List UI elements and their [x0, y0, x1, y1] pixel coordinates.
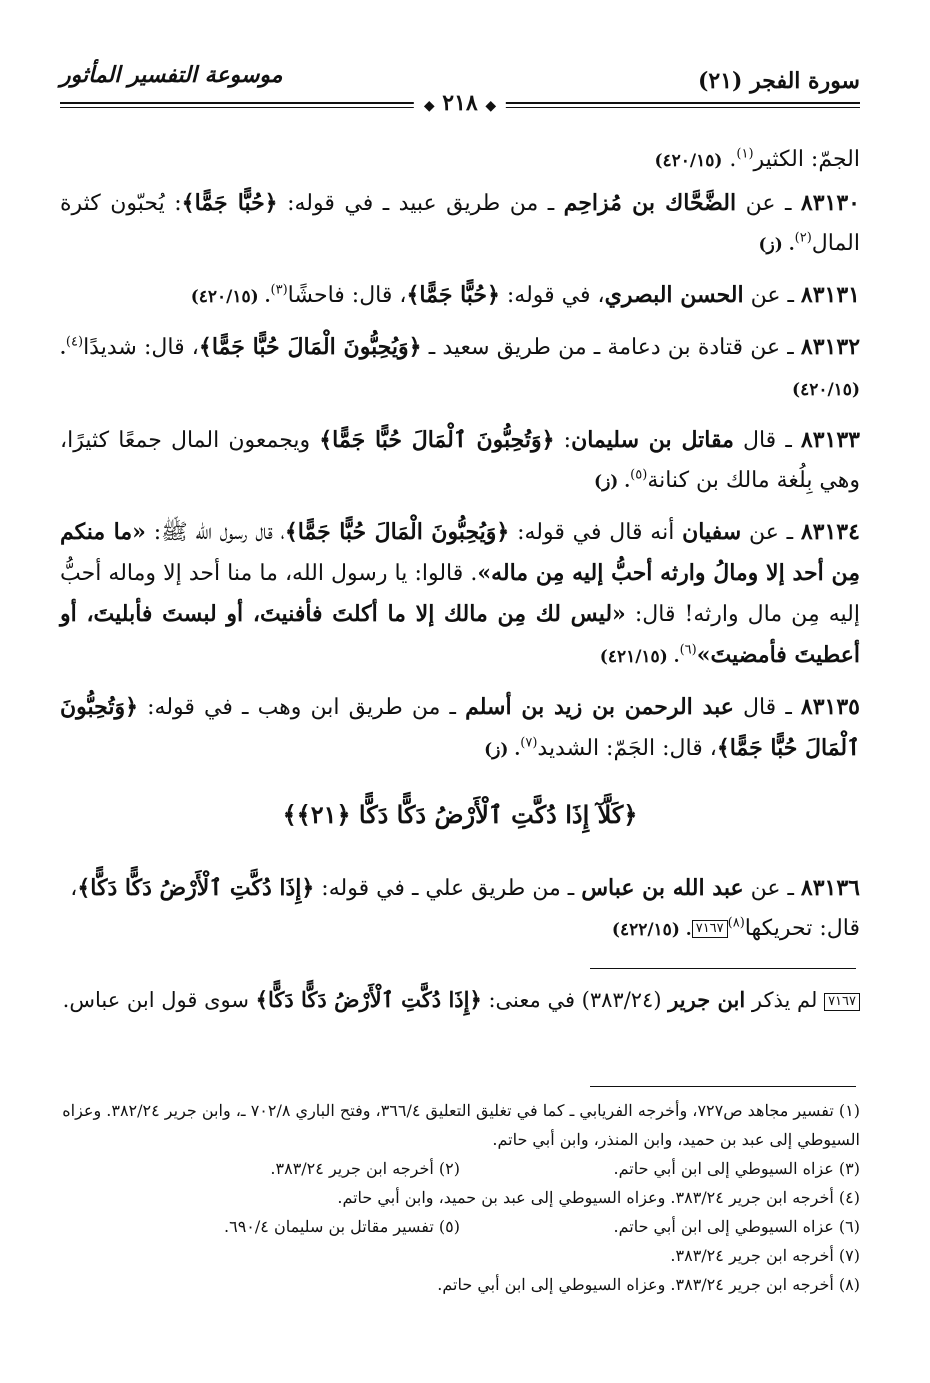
footnote-3: (٣) عزاه السيوطي إلى ابن أبي حاتم. — [613, 1159, 860, 1178]
book-title: موسوعة التفسير المأثور — [60, 62, 283, 88]
footnote-5: (٥) تفسير مقاتل بن سليمان ٦٩٠/٤. — [224, 1217, 460, 1236]
page-number: ٢١٨ — [442, 90, 478, 116]
ornament-icon: ◆ — [485, 98, 497, 114]
footnote-ref: (٨) — [727, 915, 745, 931]
quran-quote: ﴿وَتُحِبُّونَ ٱلْمَالَ حُبًّا جَمًّا﴾ — [319, 427, 555, 453]
verse-heading: ﴿كَلَّآ إِذَا دُكَّتِ ٱلْأَرْضُ دَكًّا دَكًّا ﴿٢١﴾﴾ — [282, 800, 638, 829]
footnote-6: (٦) عزاه السيوطي إلى ابن أبي حاتم. — [613, 1217, 860, 1236]
running-header — [60, 62, 860, 122]
quran-quote: ﴿وَيُحِبُّونَ الْمَالَ حُبًّا جَمًّا﴾ — [198, 334, 422, 360]
hadith-quote: «ليس لك مِن مالك إلا ما أكلتَ فأفنيتَ، أو لبستَ فأبليتَ، أو أعطيتَ فأمضيتَ» — [60, 601, 860, 668]
text: ـ عن — [741, 520, 801, 545]
footnote-4: (٤) أخرجه ابن جرير ٣٨٣/٢٤. وعزاه السيوطي إلى عبد بن حميد، وابن أبي حاتم. — [337, 1188, 860, 1207]
page-number-box — [414, 90, 506, 116]
text: ويجمعون المال جمعًا كثيرًا، وهي بِلُغة مالك بن كنانة — [60, 428, 860, 493]
narrator-name: سفيان — [682, 519, 742, 545]
text: أنه قال في قوله: — [509, 520, 683, 545]
source-ref: . (ز) — [484, 740, 521, 760]
text: ـ من طريق ابن وهب ـ في قوله: — [138, 695, 466, 720]
athar-83131 — [60, 275, 860, 317]
narrator-name: ابن جرير — [668, 987, 746, 1012]
source-ref: . (ز) — [758, 235, 795, 255]
athar-number: ٨٣١٣٥ — [800, 694, 860, 720]
quran-quote: ﴿إِذَا دُكَّتِ ٱلْأَرْضُ دَكًّا دَكًّا﴾ — [255, 987, 482, 1012]
footnote-ref: (٢) — [794, 230, 812, 246]
source-ref: . (٤٢٢/١٥) — [611, 920, 692, 940]
text: ، قال رسول الله ﷺ: — [145, 520, 285, 545]
athar-number: ٨٣١٣٣ — [800, 427, 860, 453]
text: ـ عن — [736, 191, 801, 216]
text: : — [554, 428, 572, 453]
athar-number: ٨٣١٣٦ — [800, 875, 860, 901]
text: الجمّ: الكثير — [753, 147, 860, 172]
footnote-ref: (٤) — [65, 334, 84, 350]
text: (٣٨٣/٢٤) في معنى: — [481, 988, 669, 1012]
text: ـ من طريق علي ـ في قوله: — [314, 876, 582, 901]
quran-quote: ﴿حُبًّا جَمًّا﴾ — [406, 282, 500, 308]
narrator-name: الضَّحَّاك بن مُزاحِم — [563, 190, 737, 216]
quran-quote: ﴿إِذَا دُكَّتِ ٱلْأَرْضُ دَكًّا دَكًّا﴾ — [77, 875, 315, 901]
narrator-name: مقاتل بن سليمان — [571, 427, 734, 453]
source-ref: (٤٢٠/١٥) — [654, 151, 723, 171]
quran-quote: ﴿حُبًّا جَمًّا﴾ — [181, 190, 278, 216]
footnote-7: (٧) أخرجه ابن جرير ٣٨٣/٢٤. — [670, 1246, 860, 1265]
athar-83132 — [60, 327, 860, 410]
narrator-name: عبد الرحمن بن زيد بن أسلم — [465, 694, 734, 720]
commentary-mark[interactable]: ٧١٦٧ — [692, 920, 728, 938]
text: ، قال: شديدًا — [83, 335, 199, 360]
athar-number: ٨٣١٣٢ — [800, 334, 861, 360]
footnote-2: (٢) أخرجه ابن جرير ٣٨٣/٢٤. — [270, 1159, 460, 1178]
text: ، قال: تحريكها — [70, 876, 860, 941]
text: سوى قول ابن عباس. — [62, 988, 256, 1012]
footnote-ref: (٧) — [520, 735, 538, 751]
text: . — [722, 147, 737, 172]
text: ـ عن — [743, 283, 801, 308]
footnote-separator — [590, 1086, 856, 1087]
athar-83134 — [60, 512, 860, 677]
footnote-ref: (٥) — [630, 467, 648, 483]
athar-number: ٨٣١٣٤ — [800, 519, 860, 545]
hadith-quote: «ما منكم مِن أحد إلا ومالُ وارثه أحبُّ إليه مِن ماله» — [60, 519, 861, 586]
text: ، قال: الجَمّ: الشديد — [537, 736, 717, 761]
main-text — [60, 140, 860, 780]
text: ، في قوله: — [499, 283, 605, 308]
quran-quote: ﴿وَيُحِبُّونَ الْمَالَ حُبًّا جَمًّا﴾ — [284, 519, 510, 545]
athar-number: ٨٣١٣١ — [800, 282, 860, 308]
text: لم يذكر — [745, 988, 825, 1012]
text: ـ قال — [733, 428, 801, 453]
source-ref: . (٤٢٠/١٥) — [190, 287, 271, 307]
footnote-1: (١) تفسير مجاهد ص٧٢٧، وأخرجه الفريابي ـ كما في تغليق التعليق ٣٦٦/٤، وفتح الباري ٧٠٢/٨ ـ، وابن جرير ٣٨٢/٢٤. وعزاه السيوطي إلى عبد بن حميد، وابن المنذر، وابن أبي حاتم. — [62, 1101, 860, 1149]
footnotes — [60, 1096, 860, 1299]
quran-quote: ﴿وَتُحِبُّونَ ٱلْمَالَ حُبًّا جَمًّا﴾ — [60, 694, 860, 761]
text: : يُحبّون كثرة المال — [60, 191, 860, 256]
ornament-icon: ◆ — [423, 98, 435, 114]
footnote-8: (٨) أخرجه ابن جرير ٣٨٣/٢٤. وعزاه السيوطي إلى ابن أبي حاتم. — [437, 1275, 860, 1294]
footnote-row — [60, 1154, 860, 1183]
commentary-mark: ٧١٦٧ — [824, 993, 860, 1011]
commentary-note — [60, 980, 860, 1020]
athar-83135 — [60, 687, 860, 770]
text: ـ عن — [743, 876, 801, 901]
athar-83130 — [60, 183, 860, 265]
surah-title: سورة الفجر (٢١) — [697, 68, 860, 94]
text: ، قال: فاحشًا — [287, 283, 407, 308]
footnote-ref: (١) — [736, 146, 754, 162]
text: ـ قال — [733, 695, 801, 720]
text: . قالوا: يا رسول الله، ما منا أحد إلا وماله أحبُّ إليه مِن مال وارثه! قال: — [60, 561, 860, 627]
narrator-name: الحسن البصري — [604, 282, 744, 308]
athar-number: ٨٣١٣٠ — [800, 190, 860, 216]
source-ref: . (٤٢٠/١٥) — [60, 339, 860, 400]
paragraph-0 — [60, 140, 860, 181]
athar-83136 — [60, 868, 860, 950]
footnote-row — [60, 1212, 860, 1241]
footnote-ref: (٦) — [679, 642, 697, 658]
source-ref: . (٤٢١/١٥) — [599, 647, 680, 667]
text: ـ عن قتادة بن دعامة ـ من طريق سعيد ـ — [421, 335, 801, 360]
footnote-ref: (٣) — [270, 282, 288, 298]
narrator-name: عبد الله بن عباس — [581, 875, 744, 901]
text: ـ من طريق عبيد ـ في قوله: — [277, 191, 564, 216]
commentary-separator — [590, 968, 856, 969]
source-ref: . (ز) — [594, 472, 631, 492]
athar-83133 — [60, 420, 860, 502]
